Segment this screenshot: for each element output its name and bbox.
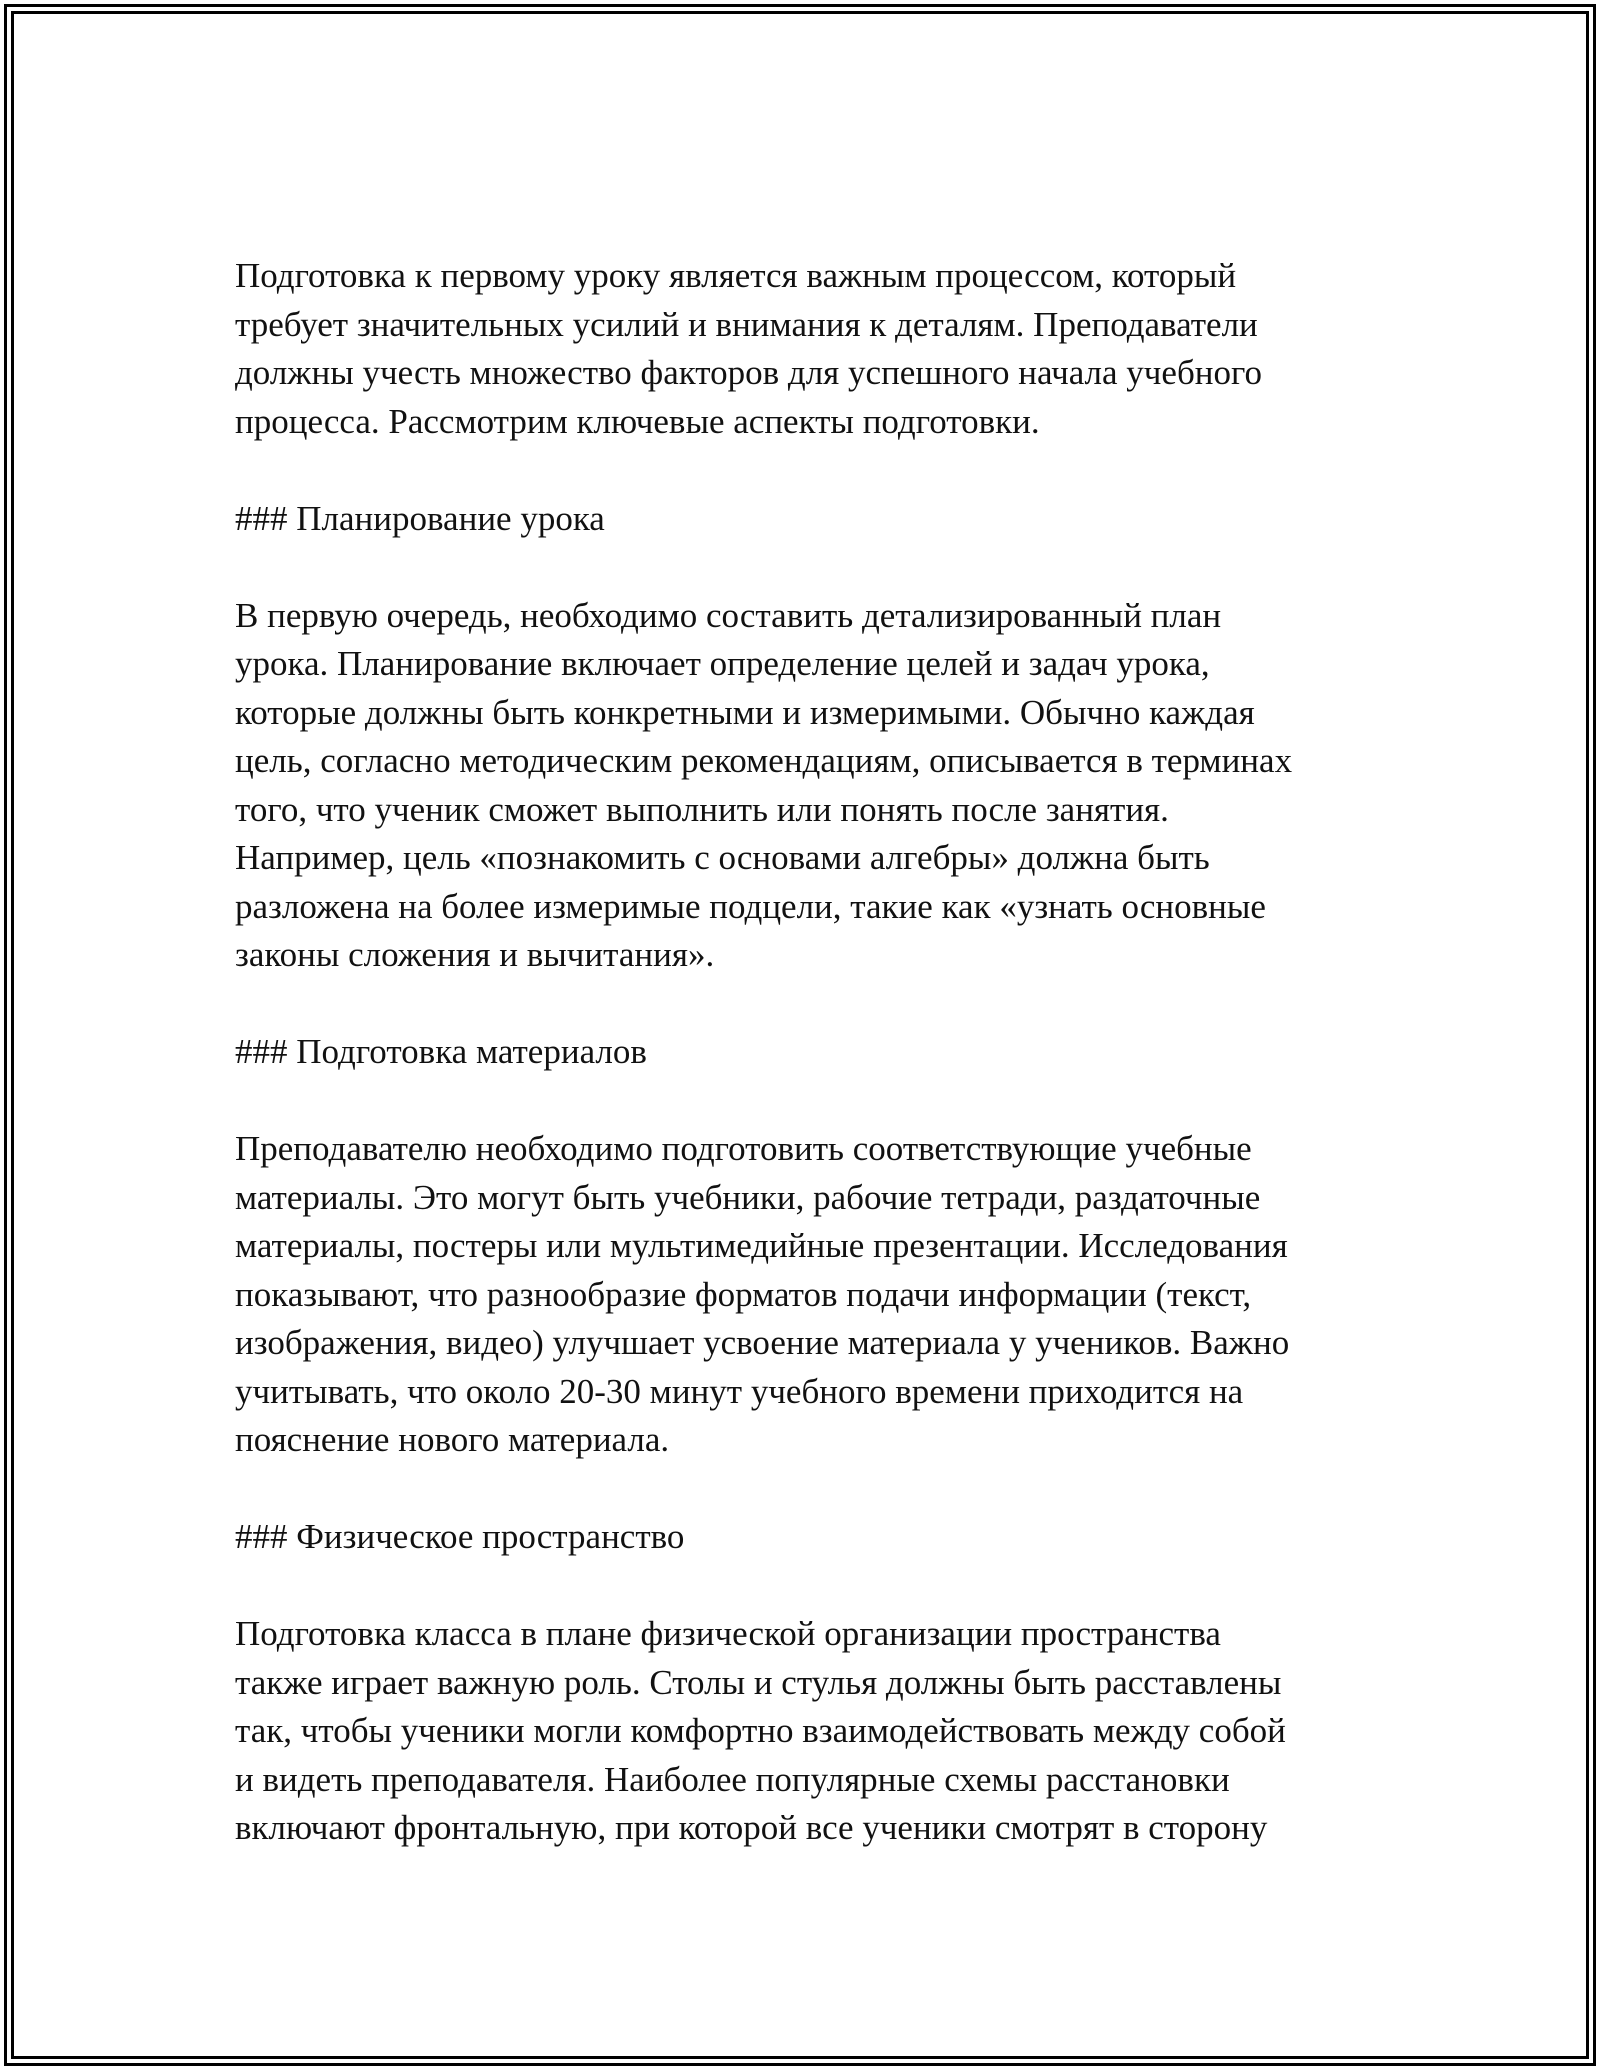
text-line: изображения, видео) улучшает усвоение материала у учеников. Важно	[235, 1323, 1290, 1362]
text-line: пояснение нового материала.	[235, 1420, 670, 1459]
text-line: законы сложения и вычитания».	[235, 935, 715, 974]
paragraph-4	[235, 1610, 1365, 1853]
text-line: также играет важную роль. Столы и стулья должны быть расставлены	[235, 1662, 1282, 1702]
text-line: Подготовка к первому уроку является важным процессом, который	[235, 256, 1237, 295]
text-line: требует значительных усилий и внимания к деталям. Преподаватели	[235, 304, 1258, 344]
text-line: процесса. Рассмотрим ключевые аспекты подготовки.	[235, 401, 1040, 441]
text-line: так, чтобы ученики могли комфортно взаимодействовать между собой	[235, 1711, 1286, 1750]
text-line: материалы, постеры или мультимедийные презентации. Исследования	[235, 1226, 1288, 1265]
text-line: ### Подготовка материалов	[235, 1032, 647, 1071]
text-line: ### Физическое пространство	[235, 1517, 685, 1556]
text-line: и видеть преподавателя. Наиболее популярные схемы расстановки	[235, 1759, 1230, 1799]
text-line: Преподавателю необходимо подготовить соответствующие учебные	[235, 1129, 1252, 1168]
text-line: Подготовка класса в плане физической организации пространства	[235, 1614, 1221, 1653]
text-line: учитывать, что около 20-30 минут учебного времени приходится на	[235, 1371, 1244, 1411]
paragraph-1	[235, 252, 1365, 446]
section-heading-1	[235, 495, 1365, 544]
text-line: В первую очередь, необходимо составить детализированный план	[235, 595, 1222, 635]
text-line: материалы. Это могут быть учебники, рабочие тетради, раздаточные	[235, 1177, 1261, 1217]
section-heading-2	[235, 1028, 1365, 1077]
text-line: разложена на более измеримые подцели, такие как «узнать основные	[235, 886, 1266, 926]
text-line: должны учесть множество факторов для успешного начала учебного	[235, 353, 1262, 392]
text-line: показывают, что разнообразие форматов подачи информации (текст,	[235, 1274, 1252, 1314]
text-line: которые должны быть конкретными и измеримыми. Обычно каждая	[235, 692, 1255, 732]
text-line: ### Планирование урока	[235, 498, 605, 538]
text-line: Например, цель «познакомить с основами алгебры» должна быть	[235, 838, 1210, 877]
text-line: урока. Планирование включает определение целей и задач урока,	[235, 644, 1210, 683]
text-line: того, что ученик сможет выполнить или понять после занятия.	[235, 789, 1169, 829]
section-heading-3	[235, 1513, 1365, 1562]
text-line: цель, согласно методическим рекомендациям, описывается в терминах	[235, 741, 1293, 780]
paragraph-2	[235, 592, 1365, 980]
paragraph-3	[235, 1125, 1365, 1465]
text-line: включают фронтальную, при которой все ученики смотрят в сторону	[235, 1808, 1268, 1847]
document-body	[235, 252, 1365, 1853]
